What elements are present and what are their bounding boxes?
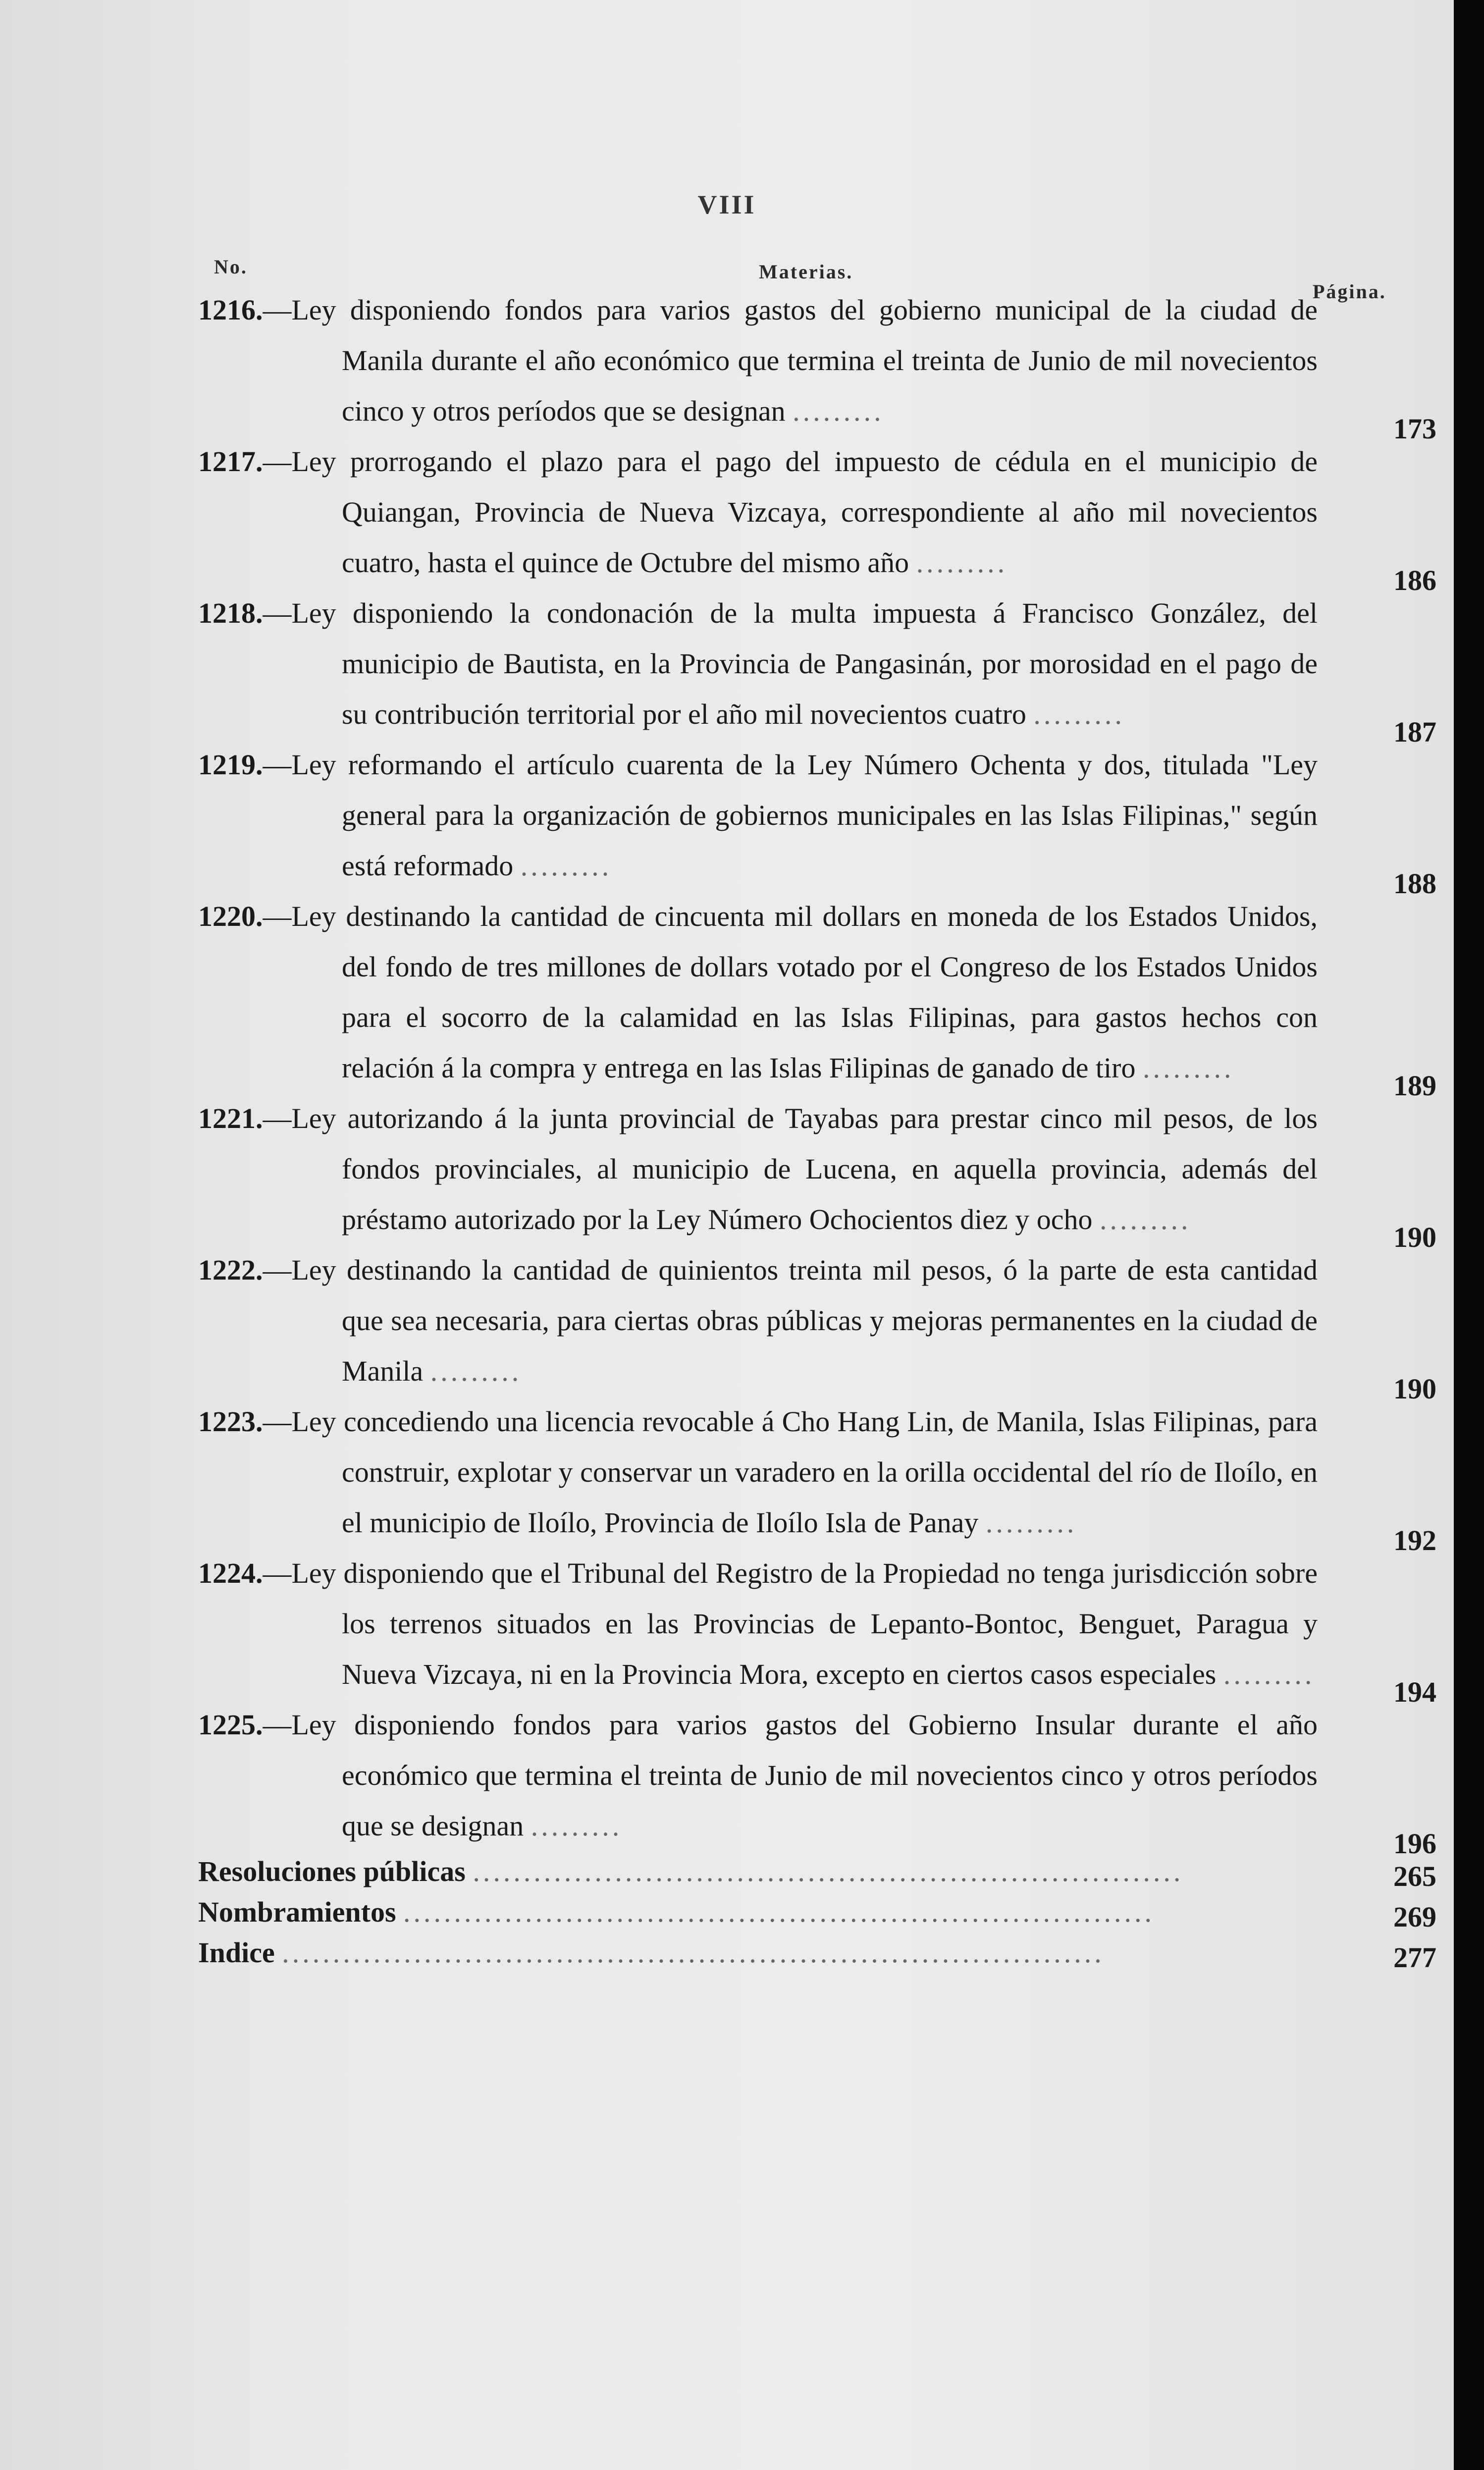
page-number: VIII <box>697 190 756 219</box>
dot-leader: ......... <box>1100 1203 1191 1235</box>
dot-leader: ......... <box>1223 1658 1315 1690</box>
toc-simple-entry <box>198 1892 1436 1933</box>
toc-entry <box>198 1396 1436 1557</box>
simple-entry-page: 269 <box>1393 1901 1436 1933</box>
entry-page: 173 <box>1393 413 1436 445</box>
dot-leader: ................................................................................. <box>282 1936 1105 1969</box>
entry-page: 187 <box>1393 716 1436 748</box>
entry-number: 1224. <box>198 1557 263 1589</box>
dot-leader: ......... <box>793 395 884 427</box>
dot-leader: ......... <box>430 1355 522 1387</box>
simple-entry-label: Indice <box>198 1936 275 1969</box>
entry-text: —Ley destinando la cantidad de quinientos treinta mil pesos, ó la parte de esta cantidad que sea necesaria, para ciertas obras públicas y mejoras permanentes en la ciudad de Manila <box>263 1254 1318 1387</box>
toc-entry <box>198 1093 1436 1253</box>
column-header-materias: Materias. <box>759 261 853 283</box>
toc-entry <box>198 1245 1436 1405</box>
entry-page: 188 <box>1393 867 1436 900</box>
entry-number: 1223. <box>198 1405 263 1438</box>
entry-number: 1221. <box>198 1102 263 1134</box>
entry-text: —Ley disponiendo fondos para varios gastos del Gobierno Insular durante el año económico que termina el treinta de Junio de mil novecientos cinco y otros períodos que se designan <box>263 1709 1318 1842</box>
entry-text: —Ley disponiendo fondos para varios gastos del gobierno municipal de la ciudad de Manila durante el año económico que termina el treinta de Junio de mil novecientos cinco y otros períodos que se designan <box>263 294 1318 427</box>
dot-leader: ......... <box>916 546 1008 579</box>
dot-leader: ......... <box>1142 1052 1234 1084</box>
entry-number: 1218. <box>198 597 263 629</box>
simple-entry-label: Nombramientos <box>198 1896 396 1928</box>
toc-entry <box>198 436 1436 596</box>
dot-leader: .......................................................................... <box>403 1896 1155 1928</box>
toc-entry <box>198 1548 1436 1708</box>
entry-text: —Ley destinando la cantidad de cincuenta mil dollars en moneda de los Estados Unidos, del fondo de tres millones de dollars votado por el Congreso de los Estados Unidos para el socorro de la calamidad en las Islas Filipinas, para gastos hechos con relación á la compra y entrega en las Islas Filipinas de ganado de tiro <box>263 900 1318 1084</box>
entry-number: 1220. <box>198 900 263 932</box>
entry-page: 194 <box>1393 1676 1436 1708</box>
entry-number: 1217. <box>198 445 263 478</box>
toc-simple-entry <box>198 1851 1436 1892</box>
entry-page: 192 <box>1393 1524 1436 1557</box>
book-binding-edge <box>1454 0 1484 2470</box>
dot-leader: ......... <box>530 1810 623 1842</box>
simple-entry-page: 265 <box>1393 1860 1436 1892</box>
simple-entry-label: Resoluciones públicas <box>198 1855 466 1887</box>
entry-number: 1219. <box>198 749 263 781</box>
toc-entry <box>198 1700 1436 1860</box>
entry-number: 1222. <box>198 1254 263 1286</box>
entry-text: —Ley autorizando á la junta provincial de Tayabas para prestar cinco mil pesos, de los fondos provinciales, al municipio de Lucena, en aquella provincia, además del préstamo autorizado por la Ley Número Ochocientos diez y ocho <box>263 1102 1318 1235</box>
column-header-number: No. <box>214 256 248 278</box>
entry-text: —Ley prorrogando el plazo para el pago del impuesto de cédula en el municipio de Quiangan, Provincia de Nueva Vizcaya, correspondiente al año mil novecientos cuatro, hasta el quince de Octubre del mismo año <box>263 445 1318 579</box>
entry-page: 190 <box>1393 1373 1436 1405</box>
toc-entry <box>198 740 1436 900</box>
toc-entry <box>198 588 1436 748</box>
entry-text: —Ley reformando el artículo cuarenta de la Ley Número Ochenta y dos, titulada "Ley general para la organización de gobiernos municipales en las Islas Filipinas," según está reformado <box>263 749 1318 882</box>
entry-text: —Ley disponiendo la condonación de la multa impuesta á Francisco González, del municipio de Bautista, en la Provincia de Pangasinán, por morosidad en el pago de su contribución territorial por el año mil novecientos cuatro <box>263 597 1318 730</box>
column-header-pagina: Página. <box>1313 280 1386 303</box>
dot-leader: ......... <box>985 1506 1077 1539</box>
dot-leader: ......... <box>520 850 612 882</box>
entry-text: —Ley disponiendo que el Tribunal del Registro de la Propiedad no tenga jurisdicción sobre los terrenos situados en las Provincias de Lepanto-Bontoc, Benguet, Paragua y Nueva Vizcaya, ni en la Provincia Mora, excepto en ciertos casos especiales <box>263 1557 1318 1690</box>
entry-text: —Ley concediendo una licencia revocable á Cho Hang Lin, de Manila, Islas Filipinas, para construir, explotar y conservar un varadero en la orilla occidental del río de Iloílo, en el municipio de Iloílo, Provincia de Iloílo Isla de Panay <box>263 1405 1318 1539</box>
entry-number: 1225. <box>198 1709 263 1741</box>
entry-page: 196 <box>1393 1827 1436 1860</box>
entry-page: 189 <box>1393 1070 1436 1102</box>
toc-simple-entry <box>198 1933 1436 1974</box>
entry-number: 1216. <box>198 294 263 326</box>
simple-entry-page: 277 <box>1393 1941 1436 1974</box>
entry-page: 190 <box>1393 1221 1436 1253</box>
dot-leader: ......... <box>1033 698 1125 730</box>
toc-entry <box>198 891 1436 1102</box>
dot-leader: ...................................................................... <box>473 1855 1184 1887</box>
entry-page: 186 <box>1393 564 1436 596</box>
